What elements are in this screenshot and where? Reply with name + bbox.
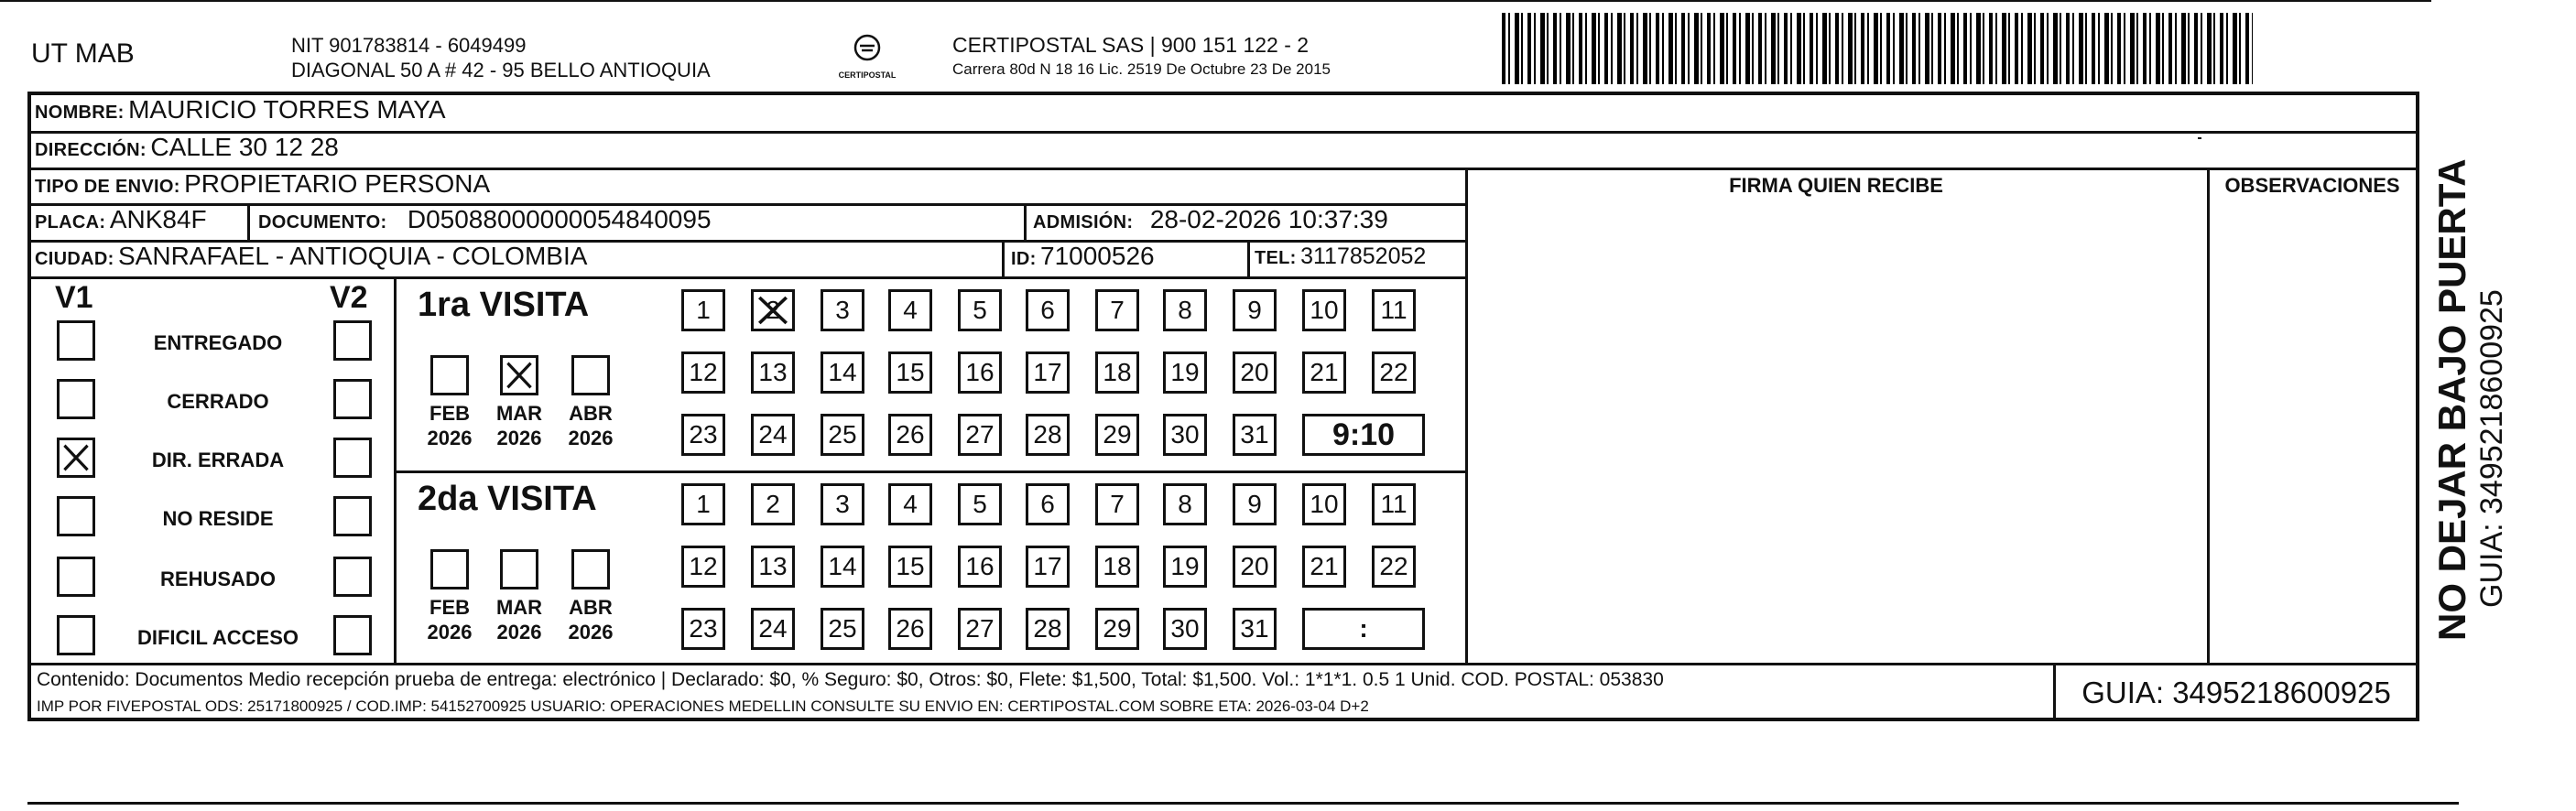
day-number: 24 [758, 420, 788, 449]
day-number: 12 [689, 358, 718, 386]
day-number: 22 [1379, 358, 1408, 386]
ciudad-value: SANRAFAEL - ANTIOQUIA - COLOMBIA [118, 242, 588, 270]
nombre-value: MAURICIO TORRES MAYA [128, 95, 446, 124]
day-box[interactable] [958, 608, 1002, 650]
day-number: 3 [835, 296, 850, 324]
firma-header: FIRMA QUIEN RECIBE [1729, 174, 1943, 197]
day-box[interactable] [1095, 546, 1139, 588]
day-number: 26 [896, 614, 925, 643]
day-box[interactable] [888, 546, 932, 588]
month-checkbox[interactable] [500, 549, 538, 589]
day-box[interactable] [888, 483, 932, 525]
day-box[interactable] [681, 483, 725, 525]
day-box[interactable] [1372, 546, 1416, 588]
day-number: 5 [973, 490, 987, 518]
placa-cell [35, 205, 207, 234]
day-number: 21 [1310, 358, 1339, 386]
month-label: ABR 2026 [568, 402, 614, 449]
certipostal-logo [835, 33, 899, 88]
v1-checkbox[interactable] [57, 320, 95, 361]
day-box[interactable] [1163, 289, 1207, 331]
day-number: 25 [828, 420, 857, 449]
day-box[interactable] [751, 483, 795, 525]
day-number: 18 [1103, 358, 1132, 386]
day-box[interactable] [1302, 351, 1346, 394]
day-box[interactable] [1095, 483, 1139, 525]
day-number: 26 [896, 420, 925, 449]
month-checkbox[interactable] [571, 549, 610, 589]
day-box[interactable] [821, 351, 864, 394]
placa-value: ANK84F [109, 205, 207, 233]
day-number: 7 [1110, 490, 1125, 518]
day-number: 17 [1033, 552, 1062, 580]
day-box[interactable] [1302, 546, 1346, 588]
v2-checkbox[interactable] [333, 320, 372, 361]
day-box[interactable] [751, 351, 795, 394]
time-box[interactable]: 9:10 [1302, 414, 1425, 456]
day-number: 4 [903, 490, 918, 518]
v2-checkbox[interactable] [333, 615, 372, 655]
month-label: FEB 2026 [427, 596, 473, 643]
side-notice [2430, 92, 2510, 641]
day-box[interactable] [821, 483, 864, 525]
day-box[interactable] [821, 546, 864, 588]
day-box[interactable] [751, 608, 795, 650]
v1-label: V1 [55, 280, 93, 315]
day-box[interactable] [1026, 289, 1070, 331]
day-number: 1 [696, 490, 711, 518]
month-label: MAR 2026 [495, 596, 543, 643]
day-box[interactable] [751, 414, 795, 456]
month-checkbox[interactable] [430, 549, 469, 589]
direccion-row [35, 133, 339, 162]
day-box[interactable] [1302, 483, 1346, 525]
id-cell [1011, 242, 1155, 271]
barcode [1502, 13, 2253, 84]
day-box[interactable] [1302, 289, 1346, 331]
day-box[interactable] [1163, 608, 1207, 650]
month-label: MAR 2026 [495, 402, 543, 449]
day-box[interactable] [1233, 289, 1277, 331]
id-label: ID: [1011, 249, 1037, 269]
v1-checkbox[interactable] [57, 438, 95, 478]
day-box[interactable] [888, 289, 932, 331]
day-number: 21 [1310, 552, 1339, 580]
day-number: 27 [965, 614, 995, 643]
day-box[interactable] [958, 483, 1002, 525]
footer-print-info: IMP POR FIVEPOSTAL ODS: 25171800925 / COD.IMP: 54152700925 USUARIO: OPERACIONES MEDELLIN CONSULTE SU ENVIO EN: CERTIPOSTAL.COM SOBRE ETA: 2026-03-04 D+2 [37, 697, 1369, 715]
day-box[interactable] [681, 608, 725, 650]
day-box[interactable] [958, 546, 1002, 588]
day-number: 22 [1379, 552, 1408, 580]
direccion-value: CALLE 30 12 28 [150, 133, 339, 161]
month-label: ABR 2026 [568, 596, 614, 643]
v1-checkbox[interactable] [57, 557, 95, 597]
documento-label: DOCUMENTO: [258, 212, 387, 232]
footer-content: Contenido: Documentos Medio recepción prueba de entrega: electrónico | Declarado: $0, % Seguro: $0, Otros: $0, Flete: $1,500, Total: $1,500. Vol.: 1*1*1. 0.5 1 Unid. COD. POSTAL: 053830 [37, 669, 1664, 690]
admision-cell [1033, 205, 1388, 234]
day-number: 11 [1380, 490, 1408, 518]
no-dejar-bajo-puerta: NO DEJAR BAJO PUERTA [2430, 158, 2473, 641]
day-box[interactable] [1026, 483, 1070, 525]
direccion-label: DIRECCIÓN: [35, 140, 147, 160]
day-box[interactable] [751, 289, 795, 331]
nit: NIT 901783814 - 6049499 [291, 34, 527, 57]
status-label: REHUSADO [160, 568, 276, 590]
logo-icon [849, 33, 886, 66]
status-label: ENTREGADO [153, 331, 283, 354]
logo-text: CERTIPOSTAL [838, 70, 897, 80]
ciudad-cell [35, 242, 587, 271]
visit1-title: 1ra VISITA [418, 286, 590, 324]
day-box[interactable] [1372, 483, 1416, 525]
day-box[interactable] [888, 608, 932, 650]
day-box[interactable] [1372, 351, 1416, 394]
nombre-label: NOMBRE: [35, 103, 125, 123]
day-number: 20 [1240, 552, 1269, 580]
day-number: 30 [1170, 614, 1200, 643]
v1-checkbox[interactable] [57, 615, 95, 655]
day-number: 25 [828, 614, 857, 643]
observaciones-header: OBSERVACIONES [2224, 174, 2400, 197]
day-box[interactable] [681, 414, 725, 456]
day-number: 29 [1103, 614, 1132, 643]
tel-label: TEL: [1255, 248, 1297, 268]
admision-value: 28-02-2026 10:37:39 [1149, 205, 1388, 233]
day-number: 13 [758, 552, 788, 580]
day-number: 23 [689, 614, 718, 643]
day-number: 7 [1110, 296, 1125, 324]
ciudad-label: CIUDAD: [35, 249, 114, 269]
month-checkbox[interactable] [500, 355, 538, 395]
day-box[interactable] [681, 546, 725, 588]
month-checkbox[interactable] [430, 355, 469, 395]
day-box[interactable] [1233, 414, 1277, 456]
day-number: 28 [1033, 420, 1062, 449]
day-box[interactable] [1095, 351, 1139, 394]
day-number: 16 [965, 358, 995, 386]
day-box[interactable] [681, 289, 725, 331]
side-guia: GUIA: 3495218600925 [2474, 289, 2509, 608]
day-number: 3 [835, 490, 850, 518]
day-box[interactable] [821, 608, 864, 650]
x-mark [754, 292, 792, 329]
day-box[interactable] [1095, 608, 1139, 650]
day-box[interactable] [888, 414, 932, 456]
day-box[interactable] [1026, 351, 1070, 394]
day-box[interactable] [821, 289, 864, 331]
day-number: 15 [896, 358, 925, 386]
day-number: 6 [1040, 490, 1055, 518]
day-box[interactable] [1026, 414, 1070, 456]
day-box[interactable] [888, 351, 932, 394]
status-label: DIR. ERRADA [151, 449, 285, 471]
day-number: 18 [1103, 552, 1132, 580]
day-number: 24 [758, 614, 788, 643]
day-number: 1 [696, 296, 711, 324]
placa-label: PLACA: [35, 212, 106, 232]
day-number: 13 [758, 358, 788, 386]
status-label: CERRADO [167, 390, 269, 413]
tel-cell [1255, 243, 1426, 270]
month-checkbox[interactable] [571, 355, 610, 395]
visit2-title: 2da VISITA [418, 480, 597, 518]
day-box[interactable] [1163, 546, 1207, 588]
day-box[interactable] [681, 351, 725, 394]
v1-checkbox[interactable] [57, 379, 95, 419]
day-box[interactable] [1163, 414, 1207, 456]
day-box[interactable] [1095, 289, 1139, 331]
day-number: 8 [1178, 296, 1192, 324]
day-box[interactable] [1095, 414, 1139, 456]
day-number: 19 [1170, 358, 1200, 386]
day-number: 6 [1040, 296, 1055, 324]
day-number: 28 [1033, 614, 1062, 643]
day-number: 19 [1170, 552, 1200, 580]
day-box[interactable] [751, 546, 795, 588]
day-box[interactable] [1026, 546, 1070, 588]
carrier-license: Carrera 80d N 18 16 Lic. 2519 De Octubre 23 De 2015 [952, 60, 1331, 78]
day-number: 15 [896, 552, 925, 580]
month-label: FEB 2026 [427, 402, 473, 449]
day-number: 10 [1310, 296, 1339, 324]
v1-checkbox[interactable] [57, 496, 95, 536]
day-number: 17 [1033, 358, 1062, 386]
tipo-row [35, 169, 490, 199]
day-number: 16 [965, 552, 995, 580]
v2-checkbox[interactable] [333, 379, 372, 419]
footer-guia: GUIA: 3495218600925 [2081, 676, 2391, 709]
day-number: 9 [1247, 490, 1262, 518]
day-number: 2 [766, 296, 780, 324]
day-number: 27 [965, 420, 995, 449]
v2-checkbox[interactable] [333, 496, 372, 536]
day-number: 20 [1240, 358, 1269, 386]
status-label: NO RESIDE [162, 507, 274, 530]
day-number: 31 [1240, 420, 1269, 449]
day-number: 5 [973, 296, 987, 324]
day-box[interactable] [1233, 608, 1277, 650]
day-box[interactable] [1163, 351, 1207, 394]
documento-cell [258, 205, 712, 234]
v2-checkbox[interactable] [333, 557, 372, 597]
day-box[interactable] [1233, 351, 1277, 394]
day-number: 23 [689, 420, 718, 449]
v2-label: V2 [330, 280, 368, 315]
day-box[interactable] [1233, 483, 1277, 525]
day-number: 8 [1178, 490, 1192, 518]
day-number: 31 [1240, 614, 1269, 643]
day-box[interactable] [958, 289, 1002, 331]
day-box[interactable] [1163, 483, 1207, 525]
day-box[interactable] [1233, 546, 1277, 588]
documento-value: D05088000000054840095 [407, 205, 712, 233]
day-number: 2 [766, 490, 780, 518]
day-number: 9 [1247, 296, 1262, 324]
day-number: 4 [903, 296, 918, 324]
tel-value: 3117852052 [1300, 243, 1427, 269]
time-box[interactable]: : [1302, 608, 1425, 650]
day-box[interactable] [1372, 289, 1416, 331]
day-box[interactable] [1026, 608, 1070, 650]
sender-address: DIAGONAL 50 A # 42 - 95 BELLO ANTIOQUIA [291, 59, 711, 81]
day-number: 29 [1103, 420, 1132, 449]
admision-label: ADMISIÓN: [1033, 212, 1134, 232]
day-box[interactable] [958, 414, 1002, 456]
day-number: 12 [689, 552, 718, 580]
nombre-row [35, 95, 446, 124]
company-name: UT MAB [31, 38, 135, 69]
id-value: 71000526 [1040, 242, 1155, 270]
day-box[interactable] [821, 414, 864, 456]
v2-checkbox[interactable] [333, 438, 372, 478]
status-label: DIFICIL ACCESO [136, 626, 299, 649]
day-number: 14 [828, 358, 857, 386]
tipo-label: TIPO DE ENVIO: [35, 177, 180, 197]
day-number: 30 [1170, 420, 1200, 449]
day-box[interactable] [958, 351, 1002, 394]
day-number: 11 [1380, 296, 1408, 324]
day-number: 10 [1310, 490, 1339, 518]
tipo-value: PROPIETARIO PERSONA [184, 169, 491, 198]
day-number: 14 [828, 552, 857, 580]
carrier-name: CERTIPOSTAL SAS | 900 151 122 - 2 [952, 33, 1310, 57]
